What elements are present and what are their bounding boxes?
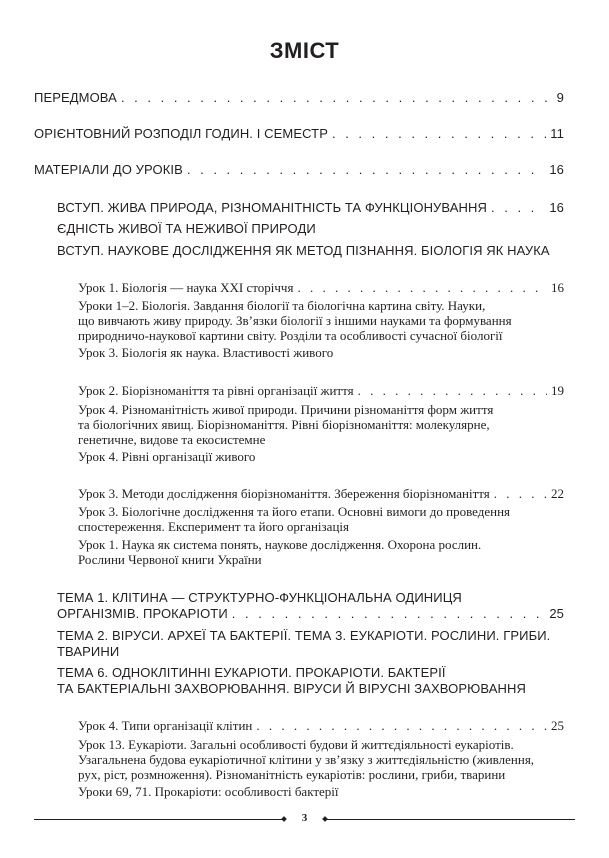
toc-theme-3-line2: ТА БАКТЕРІАЛЬНІ ЗАХВОРЮВАННЯ. ВІРУСИ Й ВІРУСНІ ЗАХВОРЮВАННЯ (57, 681, 526, 696)
dot-leader (121, 90, 553, 105)
toc-page-number: 25 (551, 718, 564, 733)
toc-lesson-title: Урок 3. Методи дослідження біорізноманіття. Збереження біорізноманіття (78, 486, 490, 501)
toc-theme-1-line2[interactable] (57, 606, 564, 621)
page-title: ЗМІСТ (269, 38, 340, 63)
toc-theme-1-line1[interactable]: ТЕМА 1. КЛІТИНА — СТРУКТУРНО-ФУНКЦІОНАЛЬНА ОДИНИЦЯ (57, 590, 462, 605)
toc-lesson-line: Урок 3. Біологія як наука. Властивості живого (78, 345, 334, 360)
toc-lesson-line: Урок 4. Різноманітність живої природи. Причини різноманіття форм життя (78, 402, 494, 417)
toc-page-number: 16 (551, 280, 564, 295)
toc-section-intro-1[interactable] (57, 200, 564, 215)
dot-leader (332, 126, 546, 141)
toc-entry-title: МАТЕРІАЛИ ДО УРОКІВ (34, 162, 183, 177)
toc-entry-hours[interactable] (34, 126, 564, 141)
toc-page-number: 16 (549, 200, 564, 215)
toc-theme-2-line1[interactable]: ТЕМА 2. ВІРУСИ. АРХЕЇ ТА БАКТЕРІЇ. ТЕМА 3. ЕУКАРІОТИ. РОСЛИНИ. ГРИБИ. (57, 628, 551, 643)
toc-page-number: 22 (551, 486, 564, 501)
dot-leader (187, 162, 545, 177)
page-number: 3 (301, 812, 308, 824)
toc-lesson-title: Урок 2. Біорізноманіття та рівні організації життя (78, 383, 354, 398)
dot-leader (232, 606, 546, 621)
toc-lesson-line: Урок 3. Біологічне дослідження та його етапи. Основні вимоги до проведення (78, 504, 511, 519)
dot-leader (297, 280, 547, 296)
toc-page-number: 11 (550, 126, 564, 141)
toc-section-unity: ЄДНІСТЬ ЖИВОЇ ТА НЕЖИВОЇ ПРИРОДИ (57, 221, 316, 236)
toc-lesson-line: що вивчають живу природу. Зв’язки біології з іншими науками та формування (78, 313, 512, 328)
toc-lesson-line: Уроки 69, 71. Прокаріоти: особливості бактерії (78, 784, 339, 799)
toc-lesson-head[interactable] (78, 718, 564, 734)
toc-entry-materials[interactable] (34, 162, 564, 177)
toc-lesson-head[interactable] (78, 383, 564, 399)
toc-page-number: 25 (549, 606, 564, 621)
dot-leader (358, 383, 547, 399)
toc-lesson-head[interactable] (78, 486, 564, 502)
toc-lesson-title: Урок 4. Типи організації клітин (78, 718, 253, 733)
toc-lesson-line: природничо-наукової картини світу. Розділи та особливості сучасної біології (78, 328, 503, 343)
toc-lesson-line: Урок 4. Рівні організації живого (78, 449, 256, 464)
footer-rule-right (325, 819, 575, 820)
toc-lesson-line: Рослини Червоної книги України (78, 552, 262, 567)
toc-theme-3-line1[interactable]: ТЕМА 6. ОДНОКЛІТИННІ ЕУКАРІОТИ. ПРОКАРІОТИ. БАКТЕРІЇ (57, 665, 446, 680)
dot-leader (256, 718, 547, 734)
toc-page-number: 19 (551, 383, 564, 398)
toc-section-intro-2: ВСТУП. НАУКОВЕ ДОСЛІДЖЕННЯ ЯК МЕТОД ПІЗНАННЯ. БІОЛОГІЯ ЯК НАУКА (57, 243, 550, 258)
toc-lesson-line: рух, ріст, розмноження). Різноманітність еукаріотів: рослини, гриби, тварини (78, 767, 506, 782)
toc-lesson-head[interactable] (78, 280, 564, 296)
toc-lesson-line: Урок 13. Еукаріоти. Загальні особливості будови й життєдіяльності еукаріотів. (78, 737, 514, 752)
dot-leader (494, 486, 547, 502)
toc-lesson-line: генетичне, видове та екосистемне (78, 432, 266, 447)
toc-theme-title: ОРГАНІЗМІВ. ПРОКАРІОТИ (57, 606, 228, 621)
toc-lesson-line: та біологічних явищ. Біорізноманіття. Рівні біорізноманіття: молекулярне, (78, 417, 490, 432)
toc-page-number: 16 (549, 162, 564, 177)
toc-entry-title: ПЕРЕДМОВА (34, 90, 117, 105)
toc-entry-preface[interactable] (34, 90, 564, 105)
toc-lesson-line: Узагальнена будова еукаріотичної клітини у зв’язку з життєдіяльністю (живлення, (78, 752, 535, 767)
dot-leader (491, 200, 545, 215)
toc-section-title: ВСТУП. ЖИВА ПРИРОДА, РІЗНОМАНІТНІСТЬ ТА ФУНКЦІОНУВАННЯ (57, 200, 487, 215)
toc-theme-2-line2: ТВАРИНИ (57, 644, 120, 659)
toc-lesson-title: Урок 1. Біологія — наука XXI сторіччя (78, 280, 294, 295)
toc-lesson-line: Урок 1. Наука як система понять, наукове дослідження. Охорона рослин. (78, 537, 482, 552)
toc-lesson-line: спостереження. Експеримент та його організація (78, 519, 349, 534)
toc-page-number: 9 (556, 90, 564, 105)
toc-entry-title: ОРІЄНТОВНИЙ РОЗПОДІЛ ГОДИН. І СЕМЕСТР (34, 126, 328, 141)
toc-lesson-line: Уроки 1–2. Біологія. Завдання біології та біологічна картина світу. Науки, (78, 298, 486, 313)
